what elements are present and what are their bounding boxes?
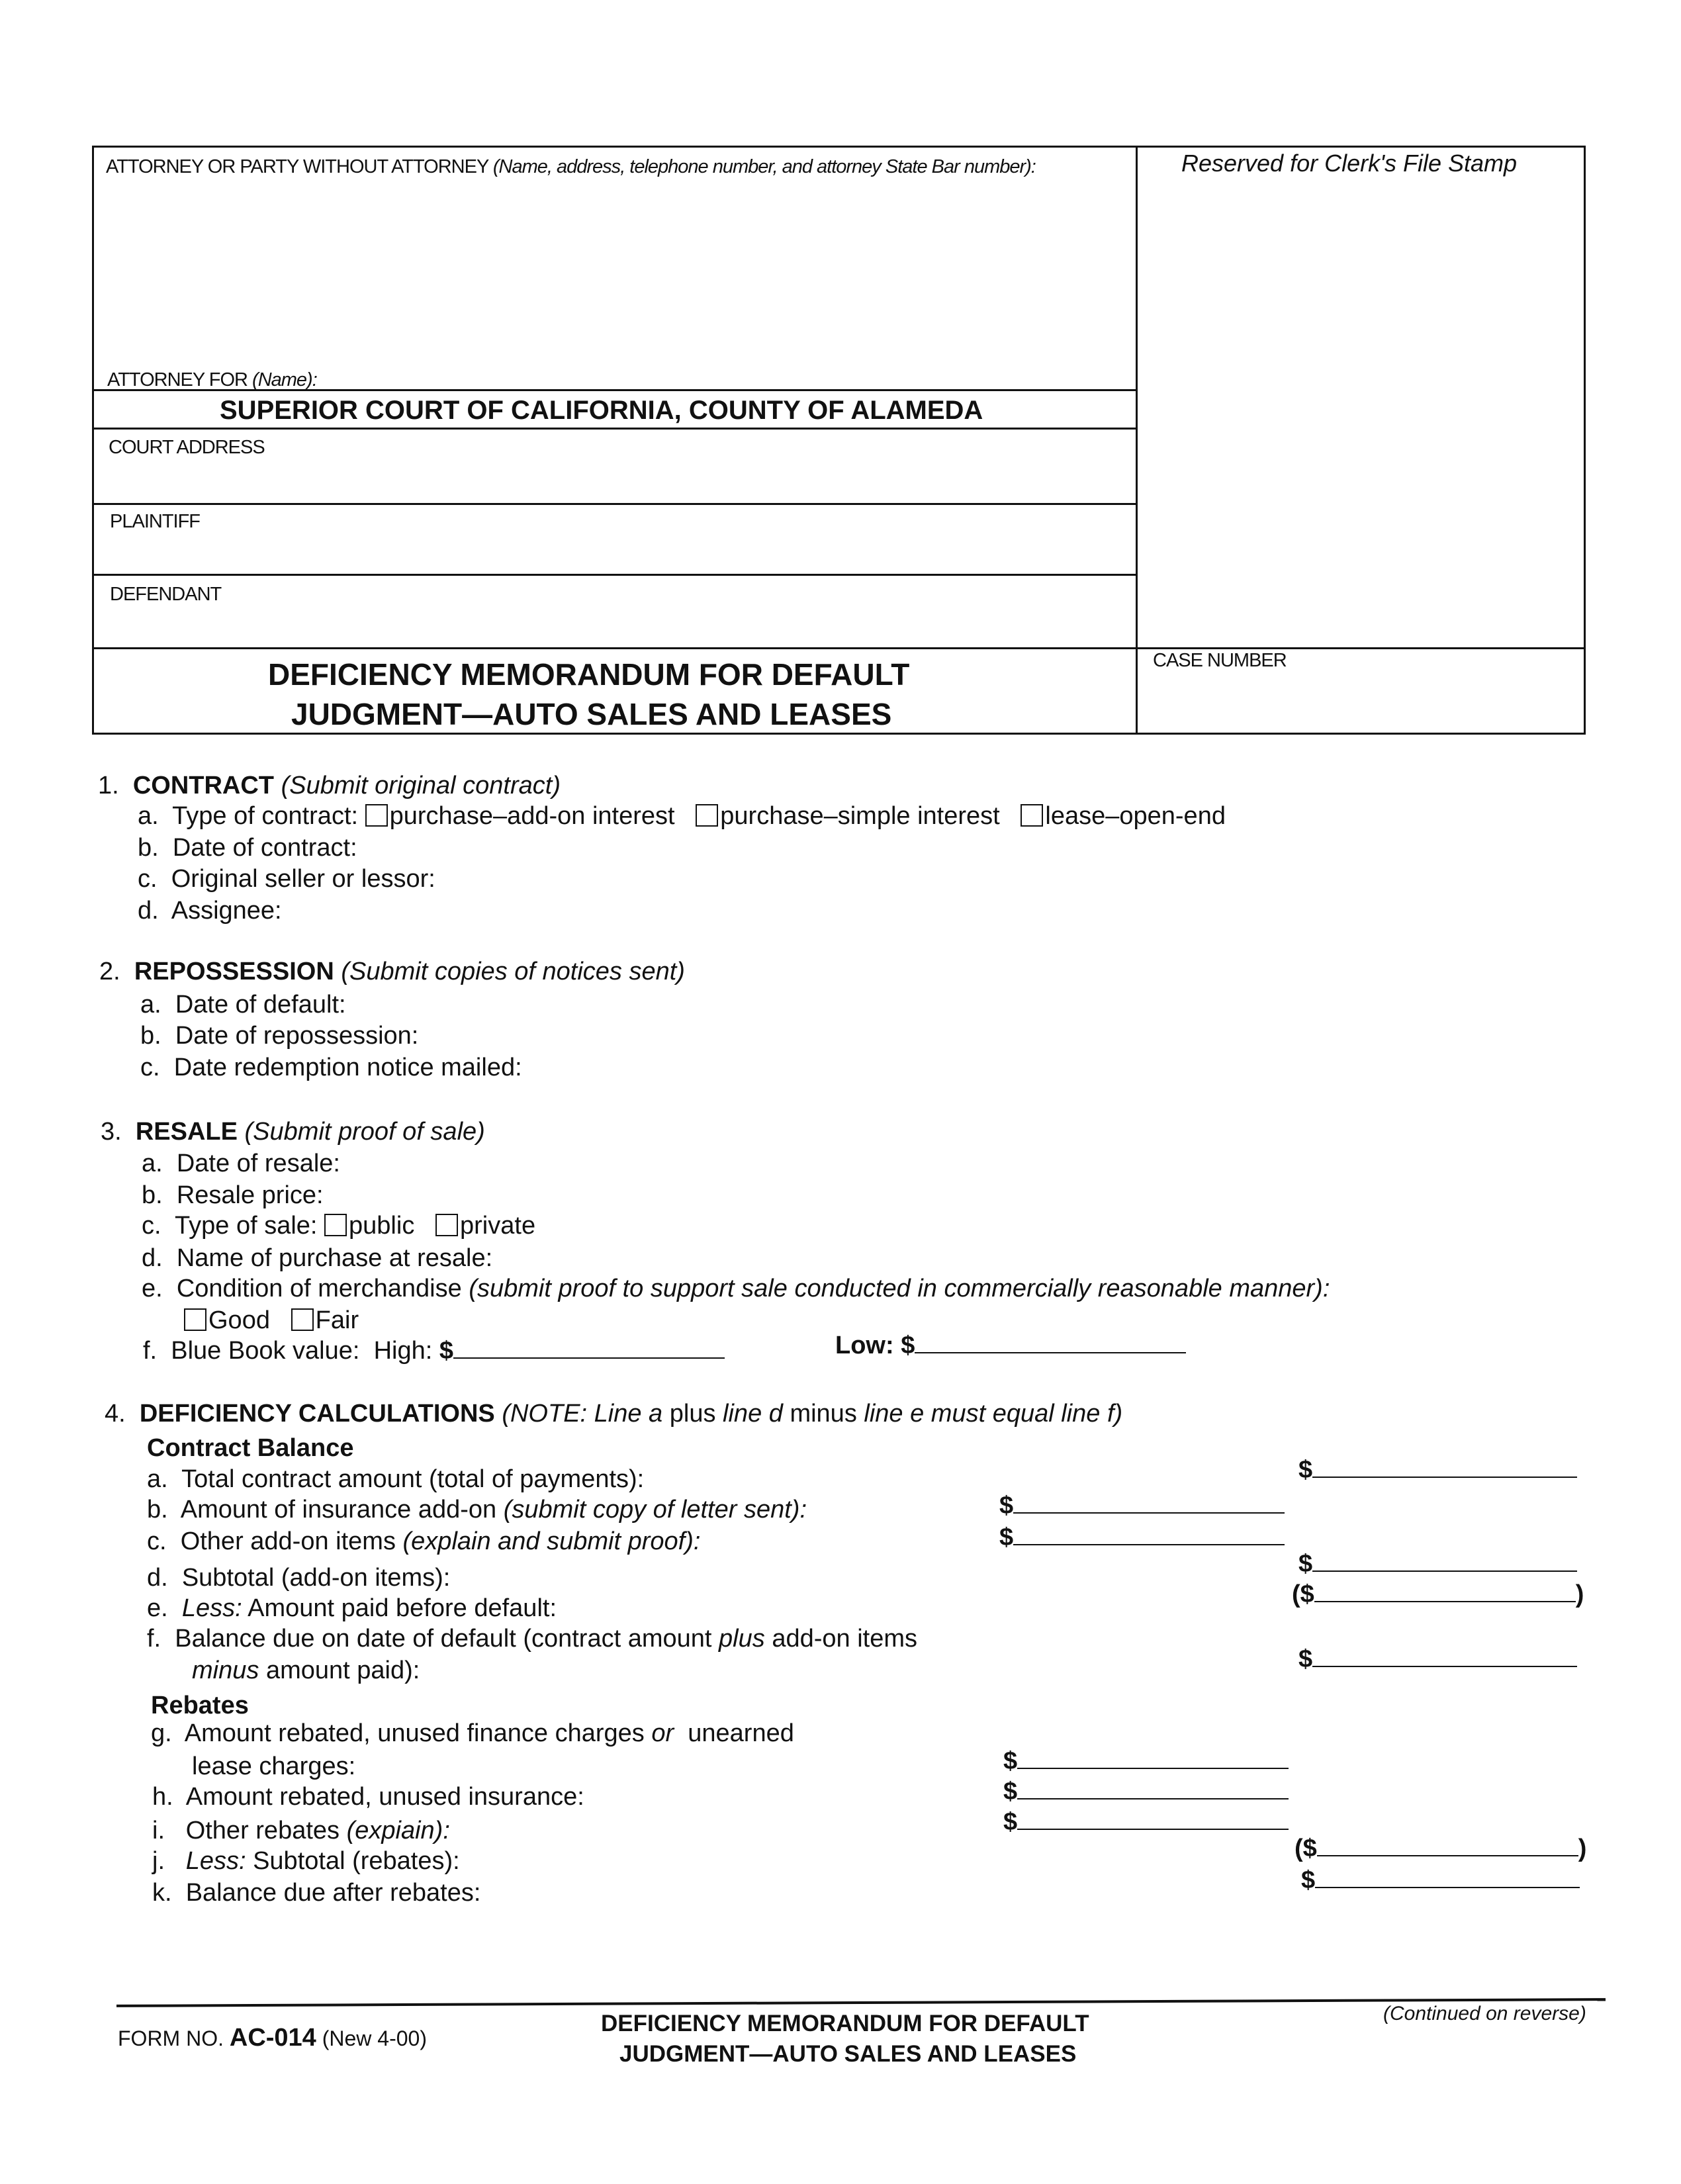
item-letter: e. xyxy=(147,1594,168,1622)
divider xyxy=(92,574,1137,576)
default-date-row xyxy=(140,991,346,1019)
form-no-label: FORM NO. xyxy=(118,2026,224,2050)
section-repossession-heading xyxy=(99,958,685,986)
condition-options-row xyxy=(184,1306,359,1335)
amount-e-field[interactable] xyxy=(1314,1581,1576,1602)
item-letter: b. xyxy=(138,834,159,862)
line-d xyxy=(147,1564,450,1592)
sale-type-row xyxy=(142,1212,535,1240)
paren-close: ) xyxy=(1575,1580,1584,1608)
assignee-label: Assignee: xyxy=(171,897,282,925)
low-value-field[interactable] xyxy=(915,1332,1186,1353)
blue-book-low xyxy=(835,1332,1186,1360)
section-resale-heading xyxy=(101,1118,485,1146)
default-date-label: Date of default: xyxy=(175,991,346,1019)
seller-row xyxy=(138,865,435,893)
line-j xyxy=(152,1847,460,1876)
section-number: 4. xyxy=(105,1400,126,1428)
section-title: REPOSSESSION xyxy=(134,958,334,985)
checkbox-good[interactable] xyxy=(184,1308,206,1331)
line-label: minus xyxy=(192,1657,259,1684)
resale-date-row xyxy=(142,1150,340,1178)
item-letter: c. xyxy=(147,1527,167,1555)
attorney-label xyxy=(106,156,1036,178)
contract-type-row xyxy=(138,802,1226,831)
line-label: plus xyxy=(719,1625,765,1653)
purchaser-row xyxy=(142,1244,492,1273)
rebates-heading: Rebates xyxy=(151,1692,249,1719)
dollar-sign: ($ xyxy=(1292,1580,1314,1608)
line-h xyxy=(152,1783,584,1811)
contract-balance-heading: Contract Balance xyxy=(147,1434,354,1462)
case-number-label: CASE NUMBER xyxy=(1153,650,1287,671)
section-number: 1. xyxy=(98,772,119,799)
item-letter: c. xyxy=(138,865,158,893)
amount-e xyxy=(1292,1580,1584,1609)
item-letter: d. xyxy=(142,1244,163,1272)
attorney-for-hint: (Name): xyxy=(252,369,317,390)
line-a xyxy=(147,1465,644,1494)
amount-i xyxy=(1003,1808,1289,1837)
amount-h xyxy=(1003,1778,1289,1806)
line-hint: (submit copy of letter sent): xyxy=(503,1496,807,1524)
amount-d xyxy=(1298,1550,1577,1578)
checkbox-simple-interest[interactable] xyxy=(696,804,718,827)
item-letter: d. xyxy=(138,897,159,925)
condition-hint: (submit proof to support sale conducted in commercially reasonable manner): xyxy=(469,1275,1330,1302)
item-letter: e. xyxy=(142,1275,163,1302)
section-number: 2. xyxy=(99,958,120,985)
repossession-date-row xyxy=(140,1022,418,1050)
item-letter: k. xyxy=(152,1879,172,1907)
amount-g xyxy=(1003,1747,1289,1776)
amount-j xyxy=(1295,1835,1586,1863)
item-letter: c. xyxy=(140,1054,160,1081)
dollar-sign: $ xyxy=(1301,1866,1316,1894)
dollar-sign: $ xyxy=(1003,1747,1018,1775)
checkbox-private[interactable] xyxy=(435,1214,458,1236)
caption-box xyxy=(92,146,1586,735)
attorney-label-text: ATTORNEY OR PARTY WITHOUT ATTORNEY xyxy=(106,156,488,177)
line-label: Balance due on date of default (contract amount xyxy=(175,1625,712,1653)
amount-b-field[interactable] xyxy=(1013,1492,1285,1514)
amount-f-field[interactable] xyxy=(1312,1646,1577,1667)
amount-b xyxy=(999,1492,1285,1520)
purchaser-label: Name of purchase at resale: xyxy=(176,1244,493,1272)
item-letter: b. xyxy=(140,1022,161,1050)
court-name: SUPERIOR COURT OF CALIFORNIA, COUNTY OF ALAMEDA xyxy=(220,396,983,425)
amount-g-field[interactable] xyxy=(1017,1748,1289,1769)
section-title: DEFICIENCY CALCULATIONS xyxy=(139,1400,495,1428)
item-letter: f. xyxy=(143,1337,158,1365)
blue-book-row xyxy=(143,1337,725,1365)
section-hint: (Submit original contract) xyxy=(281,772,561,799)
sale-type-label: Type of sale: xyxy=(175,1212,318,1240)
contract-type-label: Type of contract: xyxy=(172,802,359,830)
line-label: or xyxy=(651,1719,674,1747)
option-public: public xyxy=(349,1212,415,1240)
assignee-row xyxy=(138,897,282,925)
attorney-hint: (Name, address, telephone number, and attorney State Bar number): xyxy=(492,156,1036,177)
line-f xyxy=(147,1625,917,1653)
line-label: Amount paid before default: xyxy=(248,1594,557,1622)
repossession-date-label: Date of repossession: xyxy=(175,1022,419,1050)
line-hint: (expiain): xyxy=(346,1817,450,1844)
section-deficiency-heading xyxy=(105,1400,1122,1428)
item-letter: j. xyxy=(152,1847,165,1875)
dollar-sign: ($ xyxy=(1295,1835,1317,1862)
note-text: line e must equal line f) xyxy=(864,1400,1123,1428)
item-letter: a. xyxy=(142,1150,163,1177)
amount-k xyxy=(1301,1866,1580,1895)
amount-k-field[interactable] xyxy=(1315,1867,1580,1888)
amount-c xyxy=(999,1524,1285,1552)
divider xyxy=(1136,146,1138,735)
section-contract-heading xyxy=(98,772,561,800)
line-c xyxy=(147,1527,700,1556)
dollar-sign: $ xyxy=(901,1332,915,1359)
form-number xyxy=(118,2024,427,2052)
contract-date-label: Date of contract: xyxy=(172,834,357,862)
less-label: Less: xyxy=(185,1847,246,1875)
redemption-notice-label: Date redemption notice mailed: xyxy=(173,1054,522,1081)
option-simple-interest: purchase–simple interest xyxy=(720,802,1000,830)
low-label: Low: xyxy=(835,1332,894,1359)
line-label: Amount rebated, unused finance charges xyxy=(184,1719,645,1747)
dollar-sign: $ xyxy=(1003,1778,1018,1805)
line-label: Balance due after rebates: xyxy=(185,1879,481,1907)
line-g xyxy=(151,1719,794,1748)
divider xyxy=(92,647,1586,649)
line-e xyxy=(147,1594,557,1623)
amount-a xyxy=(1298,1456,1577,1484)
section-number: 3. xyxy=(101,1118,122,1146)
line-label: add-on items xyxy=(772,1625,917,1653)
amount-d-field[interactable] xyxy=(1312,1551,1577,1572)
line-label: Other rebates xyxy=(185,1817,340,1844)
line-hint: (explain and submit proof): xyxy=(402,1527,701,1555)
item-letter: h. xyxy=(152,1783,173,1811)
dollar-sign: $ xyxy=(1298,1456,1313,1484)
dollar-sign: $ xyxy=(439,1337,453,1365)
note-text: minus xyxy=(790,1400,857,1428)
court-address-label: COURT ADDRESS xyxy=(109,437,265,458)
option-fair: Fair xyxy=(315,1306,359,1334)
blue-book-label: Blue Book value: xyxy=(171,1337,360,1365)
note-text: line d xyxy=(723,1400,783,1428)
line-k xyxy=(152,1879,480,1907)
dollar-sign: $ xyxy=(999,1524,1014,1551)
high-value-field[interactable] xyxy=(453,1338,725,1359)
section-hint: (Submit proof of sale) xyxy=(244,1118,485,1146)
divider xyxy=(92,428,1137,430)
amount-i-field[interactable] xyxy=(1017,1809,1289,1830)
footer-rule xyxy=(116,1998,1606,2007)
line-b xyxy=(147,1496,807,1524)
item-letter: b. xyxy=(142,1181,163,1209)
attorney-for-label xyxy=(107,369,317,391)
item-letter: i. xyxy=(152,1817,165,1844)
amount-h-field[interactable] xyxy=(1017,1778,1289,1799)
option-private: private xyxy=(460,1212,536,1240)
dollar-sign: $ xyxy=(1298,1645,1313,1673)
dollar-sign: $ xyxy=(999,1492,1014,1520)
amount-c-field[interactable] xyxy=(1013,1524,1285,1545)
redemption-notice-row xyxy=(140,1054,522,1082)
item-letter: f. xyxy=(147,1625,161,1653)
attorney-for-text: ATTORNEY FOR xyxy=(107,369,248,390)
item-letter: a. xyxy=(138,802,159,830)
item-letter: g. xyxy=(151,1719,172,1747)
clerk-stamp-label: Reserved for Clerk's File Stamp xyxy=(1181,150,1518,177)
form-revision: (New 4-00) xyxy=(322,2026,427,2050)
high-label: High: xyxy=(373,1337,433,1365)
section-hint: (Submit copies of notices sent) xyxy=(341,958,685,985)
checkbox-fair[interactable] xyxy=(291,1308,314,1331)
option-add-on: purchase–add-on interest xyxy=(389,802,675,830)
resale-price-label: Resale price: xyxy=(176,1181,324,1209)
continued-note: (Continued on reverse) xyxy=(1383,2003,1586,2025)
dollar-sign: $ xyxy=(1003,1808,1018,1836)
option-good: Good xyxy=(208,1306,270,1334)
seller-label: Original seller or lessor: xyxy=(171,865,435,893)
item-letter: d. xyxy=(147,1564,168,1592)
form-id: AC-014 xyxy=(229,2024,316,2052)
checkbox-add-on[interactable] xyxy=(365,804,388,827)
line-label: lease charges: xyxy=(192,1752,356,1780)
checkbox-public[interactable] xyxy=(324,1214,347,1236)
condition-label: Condition of merchandise xyxy=(176,1275,462,1302)
paren-close: ) xyxy=(1578,1835,1587,1862)
line-g-cont xyxy=(192,1752,355,1781)
line-label: Amount of insurance add-on xyxy=(180,1496,497,1524)
amount-j-field[interactable] xyxy=(1317,1835,1578,1856)
note-text: (NOTE: Line a xyxy=(502,1400,663,1428)
contract-date-row xyxy=(138,834,357,862)
item-letter: a. xyxy=(140,991,161,1019)
line-label: unearned xyxy=(688,1719,794,1747)
item-letter: a. xyxy=(147,1465,168,1493)
line-label: Total contract amount (total of payments): xyxy=(181,1465,645,1493)
section-title: RESALE xyxy=(135,1118,238,1146)
note-text: plus xyxy=(669,1400,716,1428)
line-label: Other add-on items xyxy=(180,1527,396,1555)
amount-a-field[interactable] xyxy=(1312,1457,1577,1478)
form-title-line2: JUDGMENT—AUTO SALES AND LEASES xyxy=(291,697,892,731)
defendant-label: DEFENDANT xyxy=(110,584,222,605)
form-title-line1: DEFICIENCY MEMORANDUM FOR DEFAULT xyxy=(268,657,910,692)
divider xyxy=(92,503,1137,505)
checkbox-lease[interactable] xyxy=(1021,804,1043,827)
footer-title-line2: JUDGMENT—AUTO SALES AND LEASES xyxy=(619,2041,1077,2067)
amount-f xyxy=(1298,1645,1577,1674)
plaintiff-label: PLAINTIFF xyxy=(110,511,201,532)
line-label: Subtotal (add-on items): xyxy=(181,1564,451,1592)
line-label: amount paid): xyxy=(265,1657,420,1684)
line-i xyxy=(152,1817,450,1845)
dollar-sign: $ xyxy=(1298,1550,1313,1578)
section-title: CONTRACT xyxy=(132,772,275,799)
less-label: Less: xyxy=(181,1594,242,1622)
item-letter: c. xyxy=(142,1212,161,1240)
line-label: Subtotal (rebates): xyxy=(253,1847,460,1875)
footer-title-line1: DEFICIENCY MEMORANDUM FOR DEFAULT xyxy=(601,2011,1089,2036)
item-letter: b. xyxy=(147,1496,168,1524)
condition-row xyxy=(142,1275,1330,1303)
resale-date-label: Date of resale: xyxy=(176,1150,340,1177)
option-lease: lease–open-end xyxy=(1045,802,1226,830)
line-f-cont xyxy=(192,1657,420,1685)
line-label: Amount rebated, unused insurance: xyxy=(185,1783,584,1811)
resale-price-row xyxy=(142,1181,324,1210)
